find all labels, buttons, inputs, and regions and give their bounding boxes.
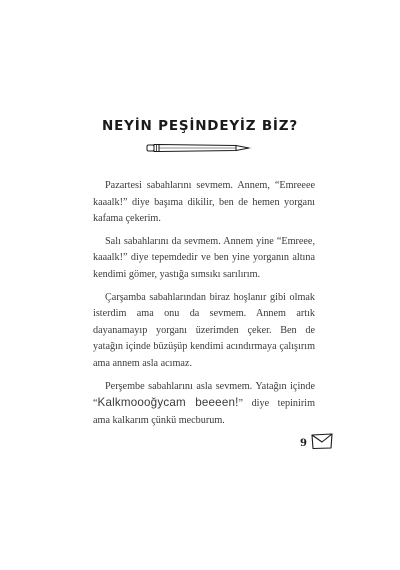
paragraph-4 — [93, 379, 315, 430]
paragraph-4-before: Perşembe sabahlarını asla sevmem. Yatağın içinde “ — [93, 380, 315, 410]
chapter-title: NEYİN PEŞİNDEYİZ BİZ? — [102, 118, 298, 134]
pencil-icon — [146, 141, 254, 155]
paragraph-1: Pazartesi sabahlarını sevmem. Annem, “Emreeee kaaalk!” diye başıma dikilir, ben de hemen yorganı kafama çekerim. — [93, 180, 315, 225]
paragraph-3: Çarşamba sabahlarından biraz hoşlanır gibi olmak isterdim ama onu da sevmem. Annem artık dayanamayıp yorganı üzerimden çeker. Ben de yatağın içinde büzüşüp kendimi acındırmaya çalışırım ama annem asla acımaz. — [93, 291, 315, 369]
page-number: 9 — [300, 438, 307, 449]
body-text — [93, 178, 315, 435]
envelope-icon — [310, 432, 334, 450]
paragraph-4-after: ” diye tepinirim ama kalkarım çünkü mecburum. — [93, 398, 315, 426]
page-footer — [300, 432, 348, 456]
paragraph-2: Salı sabahlarını da sevmem. Annem yine “Emreee, kaaalk!” diye tepemdedir ve ben yine yorganın altına kendimi gömer, yastığa sımsıkı sarılırım. — [93, 235, 315, 280]
shout-text: Kalkmoooğycam beeeen! — [97, 396, 239, 410]
